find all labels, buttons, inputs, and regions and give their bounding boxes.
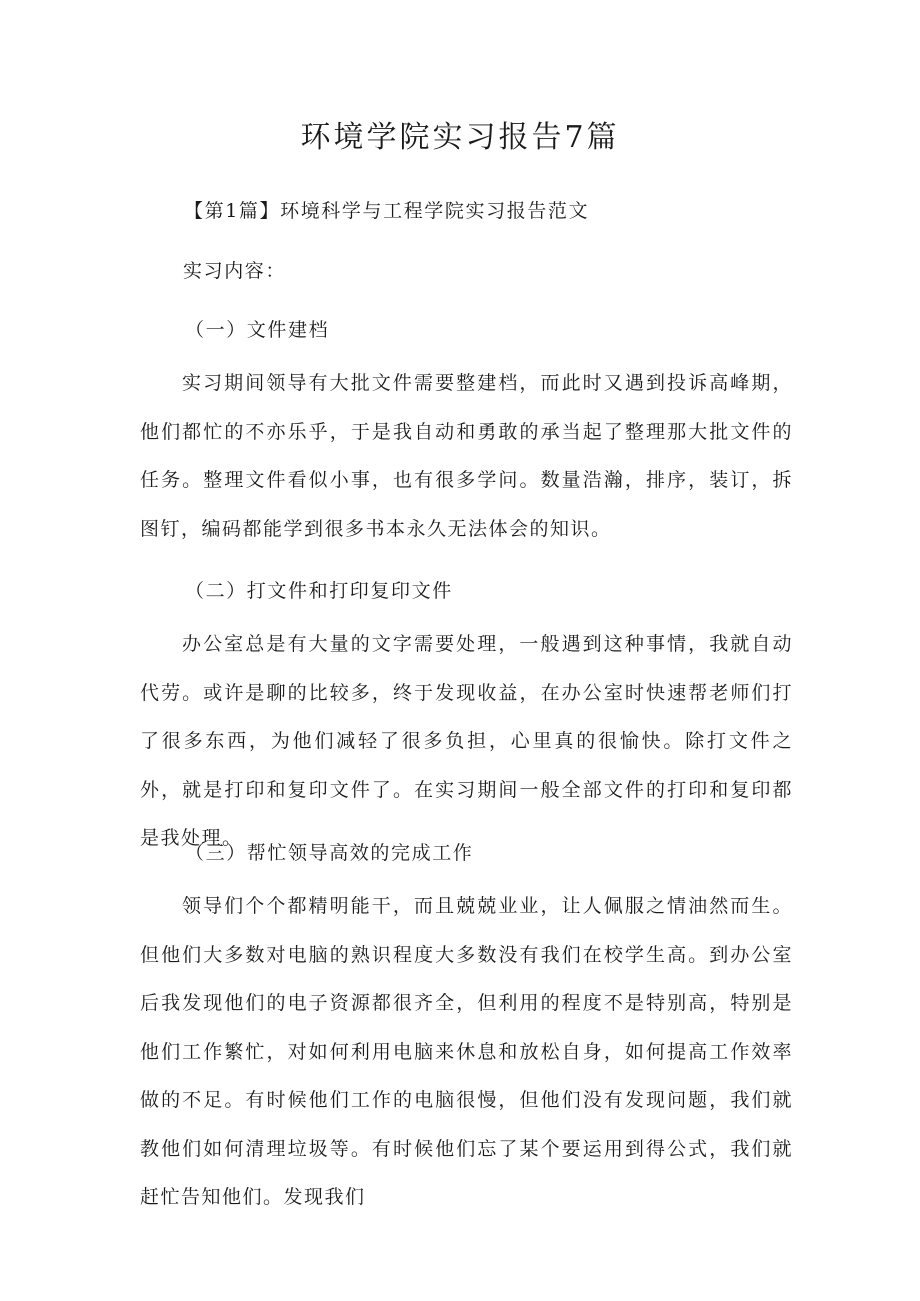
- item-heading-3: （三）帮忙领导高效的完成工作: [185, 842, 474, 864]
- section-label: 实习内容：: [183, 260, 287, 282]
- item-paragraph-1: 实习期间领导有大批文件需要整建档，而此时又遇到投诉高峰期，他们都忙的不亦乐乎，于是我自动和勇敢的承当起了整理那大批文件的任务。整理文件看似小事，也有很多学问。数量浩瀚，排序，装订，拆图钉，编码都能学到很多书本永久无法体会的知识。: [140, 372, 793, 540]
- document-title: 环境学院实习报告7篇: [300, 120, 620, 155]
- item-paragraph-2: 办公室总是有大量的文字需要处理，一般遇到这种事情，我就自动代劳。或许是聊的比较多，终于发现收益，在办公室时快速帮老师们打了很多东西，为他们减轻了很多负担，心里真的很愉快。除打文件之外，就是打印和复印文件了。在实习期间一般全部文件的打印和复印都是我处理。: [140, 633, 793, 849]
- item-heading-2: （二）打文件和打印复印文件: [185, 580, 453, 602]
- item-heading-1: （一）文件建档: [185, 319, 330, 341]
- chapter-heading: 【第1篇】环境科学与工程学院实习报告范文: [184, 200, 590, 222]
- item-paragraph-3: 领导们个个都精明能干，而且兢兢业业，让人佩服之情油然而生。但他们大多数对电脑的熟识程度大多数没有我们在校学生高。到办公室后我发现他们的电子资源都很齐全，但利用的程度不是特别高，特别是他们工作繁忙，对如何利用电脑来休息和放松自身，如何提高工作效率做的不足。有时候他们工作的电脑很慢，但他们没有发现问题，我们就教他们如何清理垃圾等。有时候他们忘了某个要运用到得公式，我们就赶忙告知他们。发现我们: [140, 895, 793, 1208]
